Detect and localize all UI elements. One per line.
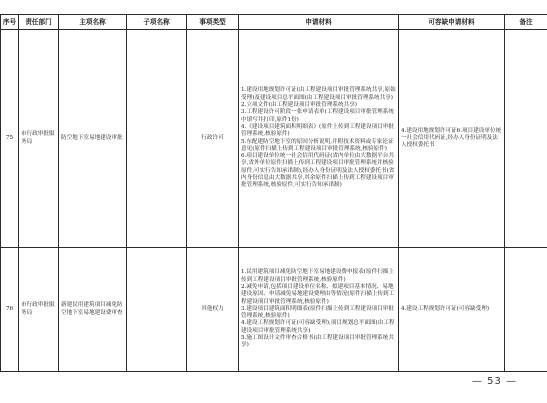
header-sub-item: 子项名称 xyxy=(127,15,187,30)
row-seq: 76 xyxy=(1,248,19,372)
page-number: — 53 — xyxy=(471,376,517,387)
row-main-item: 新建民用建筑项目减免防空地下室易地建设费审查 xyxy=(59,248,127,372)
header-remark: 备注 xyxy=(505,15,547,30)
row-type: 行政许可 xyxy=(187,30,239,248)
header-seq: 序号 xyxy=(1,15,19,30)
material-item: 4.《建设项目建筑面积明细表》(原件上传到工程建设项目审批管理系统,核验原件) xyxy=(241,123,394,138)
row-sub-item xyxy=(127,30,187,248)
material-item: 1.建设用地规划许可证(由工程建设项目审批管理系统共享,原始受理)及建设项目总平面图(由工程建设项目审批管理系统共享) xyxy=(241,87,396,101)
material-item: 5.东配建防空地下室的原因分析说明,并附技术资料或专家论证意见(原件扫描上传到工程建设项目审批管理系统,核验原件) xyxy=(241,138,394,152)
row-alt-materials: 4.建设用地规划许可证6.项目建设单位统一社会信用代码证,经办人身份证明及法人授权委托书 xyxy=(399,30,505,248)
header-main-item: 主项名称 xyxy=(59,15,127,30)
row-sub-item xyxy=(127,248,187,372)
row-materials xyxy=(239,248,399,372)
document-table xyxy=(0,14,547,372)
material-item: 2.减免申请,包括项目建设单位名称、拟建项目基本情况、易地建设原因、申请减免易地建设费理由等情况(原件扫描上传到工程建设项目审批管理系统,核验原件) xyxy=(241,283,395,305)
material-item: 6.项目建设单位统一社会信用代码证(省内单位由大数据平台共享,省外单位原件扫描上传到工程建设项目审批管理系统并核验原件,可实行告知承诺制),经办人身份证明及法人授权委托书(省内身份信息由大数据共享,其余原件扫描上传到工程建设项目审批管理系统,核验原件,可实行告知承诺制) xyxy=(241,153,395,189)
material-item: 5.施工图设计文件审查合格书(由工程建设项目审批管理系统共享) xyxy=(241,335,394,349)
material-item: 1.民用建筑项目减免防空地下室易地建设费申报表(原件扫描上传到工程建设项目审批管理系统,核验原件) xyxy=(241,269,394,283)
header-dept: 责任部门 xyxy=(19,15,59,30)
row-alt-materials: 4.建设工程规划许可证(可容缺受理) xyxy=(399,248,505,372)
material-item: 3.工程建设许可阶段一张申请表单(工程建设项目审批管理系统中填写并打印,原件1份) xyxy=(241,109,394,123)
row-main-item: 防空地下室易地建设审批 xyxy=(59,30,127,248)
header-type: 事项类型 xyxy=(187,15,239,30)
table-row xyxy=(1,30,547,248)
row-materials xyxy=(239,30,399,248)
row-dept: 市行政审批服务局 xyxy=(19,30,59,248)
row-type: 其他权力 xyxy=(187,248,239,372)
row-remark xyxy=(505,248,547,372)
table-header-row xyxy=(1,15,547,30)
header-materials: 申请材料 xyxy=(239,15,399,30)
row-seq: 75 xyxy=(1,30,19,248)
material-item: 3.建设项目建筑面积明细表(原件扫描上传到工程建设项目审批管理系统,核验原件) xyxy=(241,305,394,320)
material-item: 2.立项文件(由工程建设项目审批管理系统共享) xyxy=(241,102,357,109)
header-alt: 可容缺申请材料 xyxy=(399,15,505,30)
row-remark xyxy=(505,30,547,248)
table-row xyxy=(1,248,547,372)
row-dept: 市行政审批服务局 xyxy=(19,248,59,372)
material-item: 4.建设工程规划许可证(可容缺受理),项目规划总平面图(由工程建设项目审批管理系统共享) xyxy=(241,320,395,334)
